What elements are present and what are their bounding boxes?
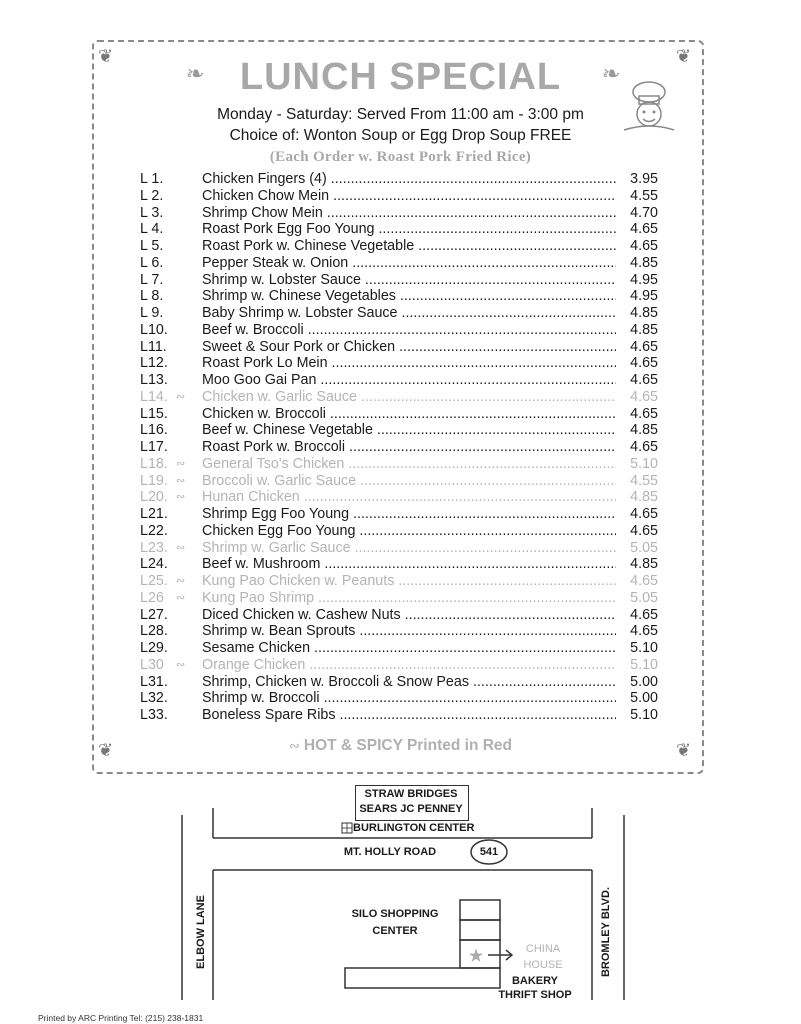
item-price: 5.10	[630, 656, 658, 673]
item-name: Hunan Chicken .....	[202, 489, 616, 506]
map-label-thrift: THRIFT SHOP	[498, 989, 572, 1001]
pepper-icon: ∾	[176, 390, 186, 403]
map-label-elbow-lane: ELBOW LANE	[195, 895, 207, 969]
item-price: 4.85	[630, 556, 658, 573]
corner-ornament-icon: ❦	[676, 46, 692, 67]
item-price: 4.65	[630, 405, 658, 422]
pepper-icon: ∾	[176, 658, 186, 671]
map-label-china: CHINA	[525, 943, 561, 955]
item-price: 5.05	[630, 589, 658, 606]
item-name: Roast Pork w. Broccoli .....	[202, 439, 616, 456]
item-price: 3.95	[630, 171, 658, 187]
item-price: 5.00	[630, 673, 658, 690]
item-code: L25.	[140, 573, 168, 589]
map-label-house: HOUSE	[523, 959, 563, 971]
pepper-icon: ∾	[176, 491, 186, 504]
item-name: Sesame Chicken .....	[202, 640, 616, 657]
hours-text: Monday - Saturday: Served From 11:00 am - 3:00 pm	[217, 106, 584, 123]
item-name: Baby Shrimp w. Lobster Sauce .....	[202, 305, 616, 322]
spicy-legend-text: HOT & SPICY Printed in Red	[303, 737, 513, 754]
item-code: L 9.	[140, 305, 164, 321]
item-code: L16.	[140, 422, 168, 439]
item-name: Shrimp Chow Mein .....	[202, 205, 616, 222]
item-name: Shrimp w. Chinese Vegetables .....	[202, 288, 616, 305]
item-price: 4.85	[630, 321, 658, 338]
item-price: 5.10	[630, 640, 658, 656]
pepper-icon: ∾	[176, 575, 186, 587]
item-price: 4.65	[630, 439, 658, 455]
item-price: 4.55	[630, 472, 658, 489]
corner-ornament-icon: ❦	[676, 740, 692, 761]
item-name: Boneless Spare Ribs .....	[202, 707, 616, 724]
item-price: 4.65	[630, 372, 658, 388]
item-code: L33.	[140, 707, 168, 723]
item-code: L13.	[140, 372, 168, 388]
item-name: Diced Chicken w. Cashew Nuts .....	[202, 607, 616, 624]
item-price: 4.85	[630, 254, 658, 271]
item-name: General Tso's Chicken .....	[202, 456, 616, 473]
item-price: 5.10	[630, 707, 658, 723]
item-code: L 3.	[140, 204, 164, 221]
item-price: 4.55	[630, 187, 658, 204]
item-code: L19.	[140, 472, 168, 489]
item-name: Chicken Chow Mein .....	[202, 188, 616, 205]
item-code: L22.	[140, 522, 168, 539]
map-label-silo-1: SILO SHOPPING	[351, 908, 439, 920]
item-code: L 2.	[140, 187, 164, 204]
item-code: L14.	[140, 388, 168, 405]
soup-choice-text: Choice of: Wonton Soup or Egg Drop Soup FREE	[229, 127, 572, 144]
menu-title: LUNCH SPECIAL	[239, 56, 562, 98]
item-price: 5.05	[630, 539, 658, 556]
item-code: L31.	[140, 673, 168, 690]
item-price: 4.85	[630, 489, 658, 506]
map-label-route: 541	[479, 846, 499, 858]
item-name: Chicken Fingers (4) .....	[202, 171, 616, 188]
item-name: Orange Chicken .....	[202, 657, 616, 674]
pepper-icon: ∾	[176, 457, 186, 470]
pepper-icon: ∾	[176, 591, 186, 604]
item-name: Chicken Egg Foo Young .....	[202, 523, 616, 540]
item-name: Shrimp Egg Foo Young .....	[202, 506, 616, 523]
item-code: L15.	[140, 405, 168, 422]
item-name: Roast Pork w. Chinese Vegetable .....	[202, 238, 616, 255]
item-code: L 6.	[140, 254, 164, 271]
rice-note: (Each Order w. Roast Pork Fried Rice)	[269, 149, 532, 165]
corner-ornament-icon: ❦	[98, 740, 114, 761]
item-code: L23.	[140, 539, 168, 556]
item-price: 5.00	[630, 690, 658, 707]
map-label-bromley: BROMLEY BLVD.	[600, 886, 612, 978]
item-name: Broccoli w. Garlic Sauce .....	[202, 473, 616, 490]
item-name: Sweet & Sour Pork or Chicken .....	[202, 339, 616, 356]
item-code: L10.	[140, 321, 168, 338]
item-price: 4.65	[630, 238, 658, 254]
item-price: 4.85	[630, 422, 658, 439]
item-name: Roast Pork Egg Foo Young .....	[202, 221, 616, 238]
item-name: Beef w. Broccoli .....	[202, 322, 616, 339]
item-price: 4.65	[630, 623, 658, 640]
item-price: 4.65	[630, 338, 658, 355]
item-price: 4.85	[630, 305, 658, 321]
item-code: L11.	[140, 338, 167, 355]
item-price: 4.65	[630, 573, 658, 589]
item-name: Kung Pao Shrimp .....	[202, 590, 616, 607]
item-code: L 8.	[140, 288, 164, 305]
item-name: Shrimp w. Lobster Sauce .....	[202, 272, 616, 289]
map-label-strawbridges: STRAW BRIDGES	[364, 788, 458, 800]
item-price: 4.65	[630, 221, 658, 238]
item-code: L18.	[140, 455, 168, 472]
map-label-silo-2: CENTER	[372, 925, 418, 937]
item-code: L21.	[140, 506, 168, 522]
item-name: Shrimp w. Broccoli .....	[202, 690, 616, 707]
item-price: 4.65	[630, 506, 658, 522]
item-price: 5.10	[630, 455, 658, 472]
item-code: L 5.	[140, 238, 164, 254]
item-code: L 4.	[140, 221, 164, 238]
item-price: 4.65	[630, 522, 658, 539]
item-code: L 7.	[140, 271, 164, 288]
item-code: L32.	[140, 690, 168, 707]
map-label-sears: SEARS JC PENNEY	[359, 803, 463, 815]
item-name: Beef w. Mushroom .....	[202, 556, 616, 573]
pepper-icon: ∾	[288, 738, 300, 753]
item-name: Chicken w. Garlic Sauce .....	[202, 389, 616, 406]
item-code: L24.	[140, 556, 168, 573]
item-code: L30	[140, 656, 164, 673]
star-icon: ★	[468, 948, 484, 965]
item-name: Beef w. Chinese Vegetable .....	[202, 422, 616, 439]
item-price: 4.95	[630, 271, 658, 288]
item-price: 4.65	[630, 355, 658, 372]
item-name: Shrimp w. Garlic Sauce .....	[202, 540, 616, 557]
item-name: Shrimp, Chicken w. Broccoli & Snow Peas .....	[202, 674, 616, 691]
item-code: L26	[140, 589, 164, 606]
item-price: 4.70	[630, 204, 658, 221]
leaf-ornament-icon: ❧	[602, 62, 621, 87]
item-code: L12.	[140, 355, 168, 372]
printer-credit: Printed by ARC Printing Tel: (215) 238-1831	[38, 1013, 204, 1023]
item-price: 4.65	[630, 388, 658, 405]
map-label-burlington: BURLINGTON CENTER	[353, 822, 475, 834]
item-code: L29.	[140, 640, 168, 656]
item-code: L 1.	[140, 171, 164, 187]
pepper-icon: ∾	[176, 541, 186, 554]
item-name: Kung Pao Chicken w. Peanuts .....	[202, 573, 616, 590]
item-code: L20.	[140, 489, 168, 506]
item-name: Chicken w. Broccoli .....	[202, 406, 616, 423]
item-price: 4.65	[630, 606, 658, 623]
pepper-icon: ∾	[176, 474, 186, 487]
item-name: Moo Goo Gai Pan .....	[202, 372, 616, 389]
map-label-bakery: BAKERY	[511, 975, 559, 987]
item-price: 4.95	[630, 288, 658, 305]
corner-ornament-icon: ❦	[98, 46, 114, 67]
map-label-mt-holly: MT. HOLLY ROAD	[343, 846, 437, 858]
item-code: L17.	[140, 439, 168, 455]
item-name: Pepper Steak w. Onion .....	[202, 255, 616, 272]
item-code: L27.	[140, 606, 168, 623]
item-name: Roast Pork Lo Mein .....	[202, 355, 616, 372]
item-code: L28.	[140, 623, 168, 640]
item-name: Shrimp w. Bean Sprouts .....	[202, 623, 616, 640]
leaf-ornament-icon: ❧	[186, 62, 205, 87]
